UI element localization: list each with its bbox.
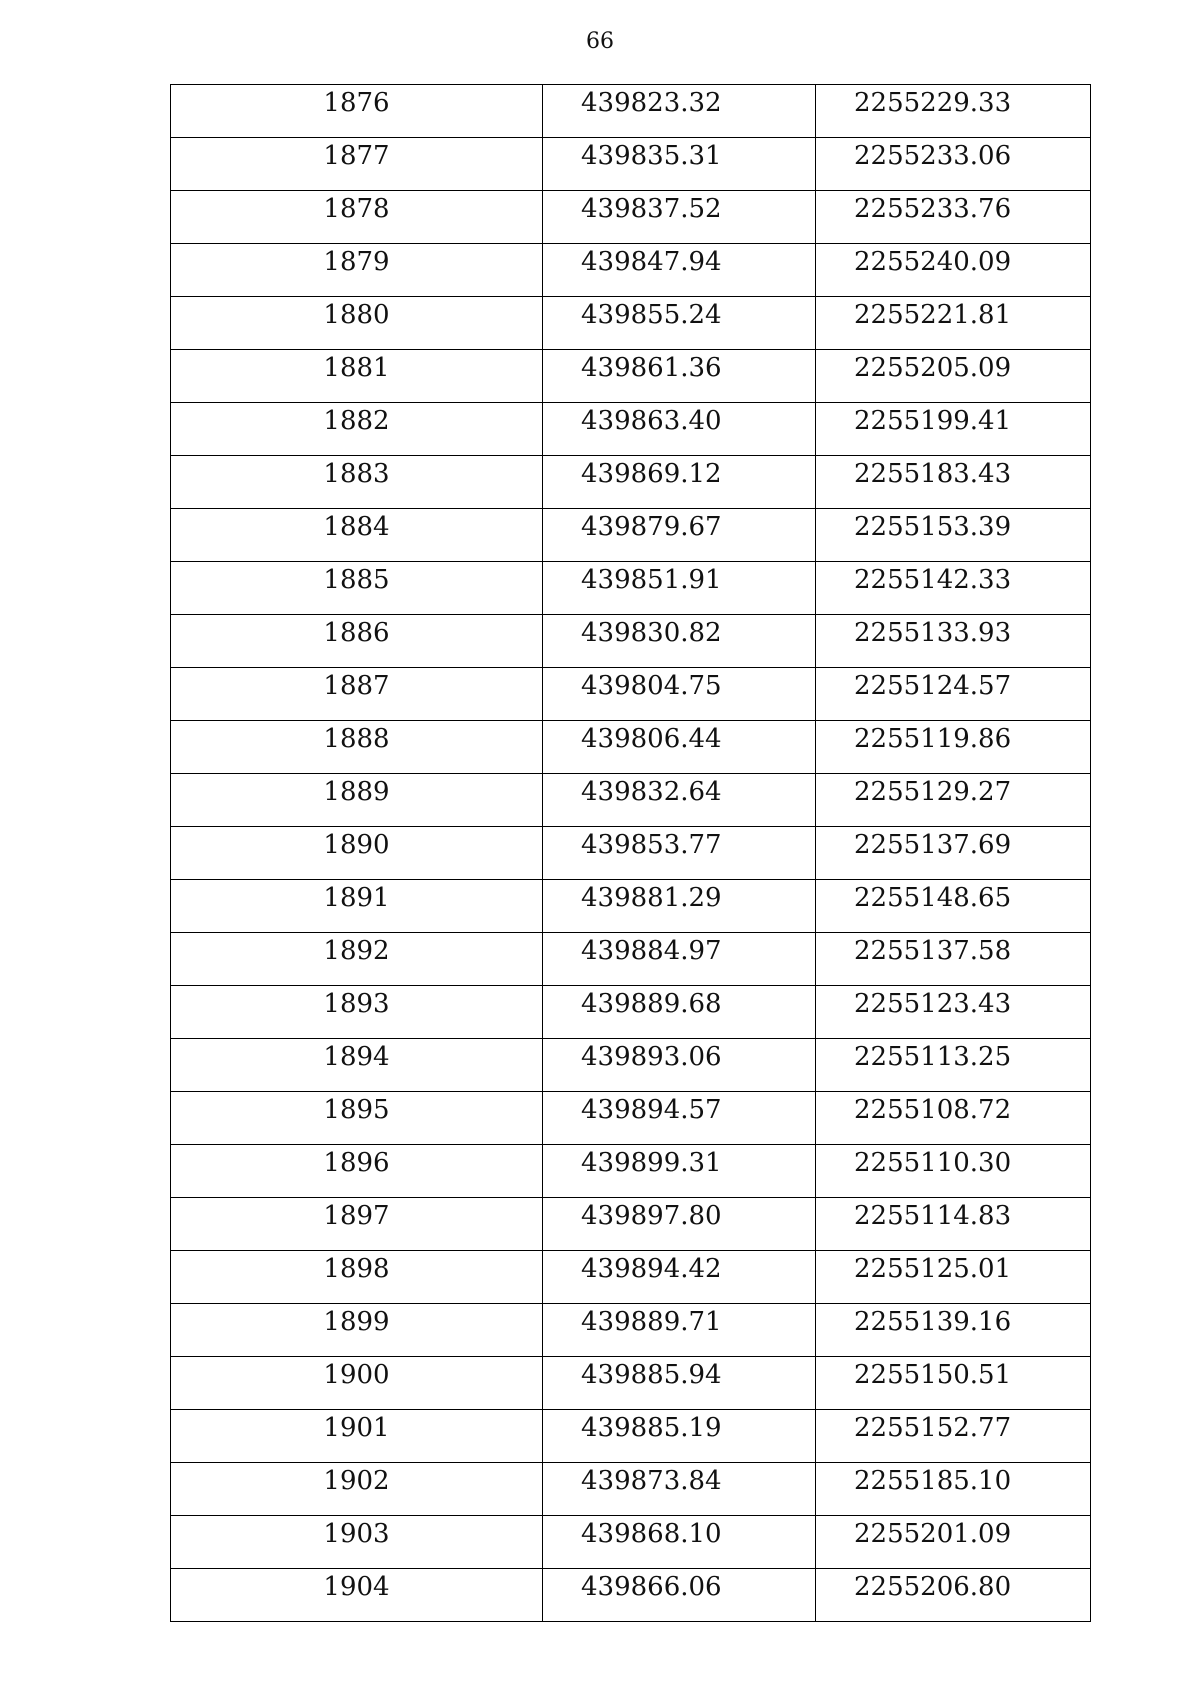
point-number-cell (171, 1039, 543, 1092)
x-coordinate-cell (543, 1516, 816, 1569)
x-coordinate-cell (543, 1092, 816, 1145)
y-coordinate-cell (816, 1198, 1091, 1251)
cell-text: 1876 (323, 88, 390, 118)
cell-text: 439837.52 (581, 194, 722, 224)
y-coordinate-cell (816, 244, 1091, 297)
table-row (171, 456, 1091, 509)
cell-text: 439869.12 (581, 459, 722, 489)
cell-text: 1888 (323, 724, 390, 754)
cell-text: 1902 (323, 1466, 390, 1496)
cell-text: 2255124.57 (854, 671, 1012, 701)
point-number-cell (171, 350, 543, 403)
cell-text: 2255205.09 (854, 353, 1012, 383)
cell-text: 2255201.09 (854, 1519, 1012, 1549)
cell-text: 439853.77 (581, 830, 722, 860)
cell-text: 1900 (323, 1360, 390, 1390)
table-row (171, 350, 1091, 403)
y-coordinate-cell (816, 509, 1091, 562)
y-coordinate-cell (816, 138, 1091, 191)
y-coordinate-cell (816, 85, 1091, 138)
point-number-cell (171, 668, 543, 721)
cell-text: 2255142.33 (854, 565, 1012, 595)
cell-text: 439897.80 (581, 1201, 722, 1231)
table-row (171, 1198, 1091, 1251)
x-coordinate-cell (543, 403, 816, 456)
cell-text: 1897 (323, 1201, 390, 1231)
cell-text: 439881.29 (581, 883, 722, 913)
x-coordinate-cell (543, 1463, 816, 1516)
cell-text: 439894.42 (581, 1254, 722, 1284)
cell-text: 439868.10 (581, 1519, 722, 1549)
cell-text: 1879 (323, 247, 390, 277)
table-row (171, 1039, 1091, 1092)
table-row (171, 85, 1091, 138)
cell-text: 2255108.72 (854, 1095, 1012, 1125)
x-coordinate-cell (543, 456, 816, 509)
cell-text: 439823.32 (581, 88, 722, 118)
point-number-cell (171, 1569, 543, 1622)
coordinates-table (170, 84, 1091, 1622)
table-row (171, 1410, 1091, 1463)
point-number-cell (171, 297, 543, 350)
cell-text: 2255240.09 (854, 247, 1012, 277)
y-coordinate-cell (816, 1516, 1091, 1569)
cell-text: 439893.06 (581, 1042, 722, 1072)
cell-text: 439885.94 (581, 1360, 722, 1390)
x-coordinate-cell (543, 350, 816, 403)
table-row (171, 562, 1091, 615)
cell-text: 1892 (323, 936, 390, 966)
table-row (171, 1569, 1091, 1622)
cell-text: 2255233.76 (854, 194, 1012, 224)
y-coordinate-cell (816, 1092, 1091, 1145)
cell-text: 2255110.30 (854, 1148, 1012, 1178)
cell-text: 1901 (323, 1413, 390, 1443)
y-coordinate-cell (816, 1039, 1091, 1092)
x-coordinate-cell (543, 244, 816, 297)
cell-text: 1893 (323, 989, 390, 1019)
cell-text: 439847.94 (581, 247, 722, 277)
y-coordinate-cell (816, 933, 1091, 986)
cell-text: 1880 (323, 300, 390, 330)
y-coordinate-cell (816, 403, 1091, 456)
cell-text: 439899.31 (581, 1148, 722, 1178)
cell-text: 1882 (323, 406, 390, 436)
point-number-cell (171, 509, 543, 562)
cell-text: 1884 (323, 512, 390, 542)
cell-text: 2255150.51 (854, 1360, 1012, 1390)
table-row (171, 1092, 1091, 1145)
y-coordinate-cell (816, 615, 1091, 668)
point-number-cell (171, 827, 543, 880)
cell-text: 1904 (323, 1572, 390, 1602)
cell-text: 2255152.77 (854, 1413, 1012, 1443)
y-coordinate-cell (816, 721, 1091, 774)
table-row (171, 721, 1091, 774)
cell-text: 1881 (323, 353, 390, 383)
cell-text: 2255133.93 (854, 618, 1012, 648)
cell-text: 2255221.81 (854, 300, 1012, 330)
x-coordinate-cell (543, 1145, 816, 1198)
table-row (171, 1357, 1091, 1410)
cell-text: 439873.84 (581, 1466, 722, 1496)
x-coordinate-cell (543, 1357, 816, 1410)
table-body (171, 85, 1091, 1622)
point-number-cell (171, 138, 543, 191)
cell-text: 1899 (323, 1307, 390, 1337)
table-row (171, 1251, 1091, 1304)
point-number-cell (171, 191, 543, 244)
x-coordinate-cell (543, 933, 816, 986)
table-row (171, 880, 1091, 933)
table-row (171, 191, 1091, 244)
page-number: 66 (586, 29, 614, 54)
point-number-cell (171, 933, 543, 986)
point-number-cell (171, 880, 543, 933)
table-row (171, 668, 1091, 721)
point-number-cell (171, 85, 543, 138)
x-coordinate-cell (543, 827, 816, 880)
cell-text: 439879.67 (581, 512, 722, 542)
point-number-cell (171, 986, 543, 1039)
table-row (171, 986, 1091, 1039)
cell-text: 1877 (323, 141, 390, 171)
table-row (171, 138, 1091, 191)
y-coordinate-cell (816, 986, 1091, 1039)
y-coordinate-cell (816, 297, 1091, 350)
x-coordinate-cell (543, 191, 816, 244)
point-number-cell (171, 1357, 543, 1410)
table-row (171, 1463, 1091, 1516)
x-coordinate-cell (543, 85, 816, 138)
y-coordinate-cell (816, 191, 1091, 244)
cell-text: 2255199.41 (854, 406, 1012, 436)
cell-text: 439866.06 (581, 1572, 722, 1602)
table-row (171, 509, 1091, 562)
y-coordinate-cell (816, 1251, 1091, 1304)
cell-text: 2255114.83 (854, 1201, 1012, 1231)
cell-text: 2255183.43 (854, 459, 1012, 489)
y-coordinate-cell (816, 562, 1091, 615)
x-coordinate-cell (543, 297, 816, 350)
cell-text: 439855.24 (581, 300, 722, 330)
table-row (171, 1304, 1091, 1357)
cell-text: 2255139.16 (854, 1307, 1012, 1337)
y-coordinate-cell (816, 880, 1091, 933)
y-coordinate-cell (816, 774, 1091, 827)
cell-text: 2255229.33 (854, 88, 1012, 118)
cell-text: 2255153.39 (854, 512, 1012, 542)
cell-text: 439851.91 (581, 565, 722, 595)
cell-text: 1896 (323, 1148, 390, 1178)
table-row (171, 827, 1091, 880)
y-coordinate-cell (816, 1145, 1091, 1198)
cell-text: 1895 (323, 1095, 390, 1125)
point-number-cell (171, 456, 543, 509)
cell-text: 439804.75 (581, 671, 722, 701)
cell-text: 439889.68 (581, 989, 722, 1019)
cell-text: 439889.71 (581, 1307, 722, 1337)
cell-text: 2255129.27 (854, 777, 1012, 807)
cell-text: 1903 (323, 1519, 390, 1549)
cell-text: 1894 (323, 1042, 390, 1072)
cell-text: 1883 (323, 459, 390, 489)
x-coordinate-cell (543, 880, 816, 933)
x-coordinate-cell (543, 1039, 816, 1092)
point-number-cell (171, 774, 543, 827)
cell-text: 2255137.69 (854, 830, 1012, 860)
table-row (171, 774, 1091, 827)
cell-text: 2255233.06 (854, 141, 1012, 171)
cell-text: 1878 (323, 194, 390, 224)
point-number-cell (171, 1410, 543, 1463)
x-coordinate-cell (543, 1569, 816, 1622)
cell-text: 1898 (323, 1254, 390, 1284)
point-number-cell (171, 1092, 543, 1145)
x-coordinate-cell (543, 562, 816, 615)
cell-text: 2255148.65 (854, 883, 1012, 913)
x-coordinate-cell (543, 986, 816, 1039)
cell-text: 439861.36 (581, 353, 722, 383)
point-number-cell (171, 1516, 543, 1569)
table-row (171, 403, 1091, 456)
cell-text: 439832.64 (581, 777, 722, 807)
y-coordinate-cell (816, 1357, 1091, 1410)
cell-text: 439884.97 (581, 936, 722, 966)
table-row (171, 297, 1091, 350)
point-number-cell (171, 1198, 543, 1251)
cell-text: 2255185.10 (854, 1466, 1012, 1496)
cell-text: 1887 (323, 671, 390, 701)
cell-text: 439835.31 (581, 141, 722, 171)
x-coordinate-cell (543, 668, 816, 721)
y-coordinate-cell (816, 1304, 1091, 1357)
table-row (171, 615, 1091, 668)
point-number-cell (171, 562, 543, 615)
cell-text: 2255137.58 (854, 936, 1012, 966)
y-coordinate-cell (816, 1569, 1091, 1622)
x-coordinate-cell (543, 1198, 816, 1251)
point-number-cell (171, 615, 543, 668)
x-coordinate-cell (543, 1304, 816, 1357)
cell-text: 1889 (323, 777, 390, 807)
table-row (171, 244, 1091, 297)
point-number-cell (171, 1145, 543, 1198)
y-coordinate-cell (816, 668, 1091, 721)
cell-text: 1890 (323, 830, 390, 860)
point-number-cell (171, 721, 543, 774)
table-row (171, 1516, 1091, 1569)
cell-text: 439885.19 (581, 1413, 722, 1443)
x-coordinate-cell (543, 721, 816, 774)
point-number-cell (171, 1304, 543, 1357)
cell-text: 2255206.80 (854, 1572, 1012, 1602)
x-coordinate-cell (543, 509, 816, 562)
cell-text: 439894.57 (581, 1095, 722, 1125)
cell-text: 2255123.43 (854, 989, 1012, 1019)
x-coordinate-cell (543, 774, 816, 827)
x-coordinate-cell (543, 615, 816, 668)
y-coordinate-cell (816, 1410, 1091, 1463)
cell-text: 439806.44 (581, 724, 722, 754)
table-row (171, 933, 1091, 986)
point-number-cell (171, 1251, 543, 1304)
point-number-cell (171, 403, 543, 456)
cell-text: 1891 (323, 883, 390, 913)
y-coordinate-cell (816, 827, 1091, 880)
x-coordinate-cell (543, 1410, 816, 1463)
point-number-cell (171, 244, 543, 297)
point-number-cell (171, 1463, 543, 1516)
cell-text: 1886 (323, 618, 390, 648)
y-coordinate-cell (816, 1463, 1091, 1516)
cell-text: 1885 (323, 565, 390, 595)
cell-text: 2255125.01 (854, 1254, 1012, 1284)
cell-text: 439830.82 (581, 618, 722, 648)
cell-text: 439863.40 (581, 406, 722, 436)
y-coordinate-cell (816, 456, 1091, 509)
y-coordinate-cell (816, 350, 1091, 403)
cell-text: 2255113.25 (854, 1042, 1012, 1072)
cell-text: 2255119.86 (854, 724, 1012, 754)
table-row (171, 1145, 1091, 1198)
x-coordinate-cell (543, 1251, 816, 1304)
x-coordinate-cell (543, 138, 816, 191)
